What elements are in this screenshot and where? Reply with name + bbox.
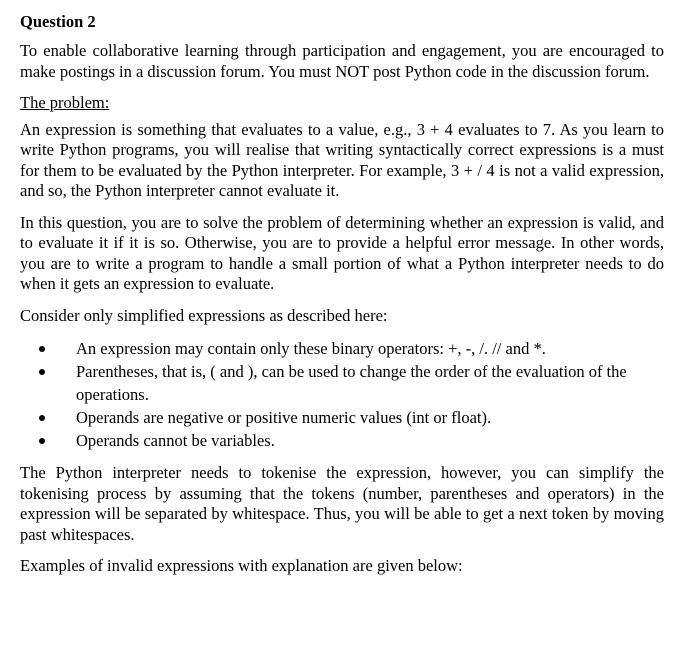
list-item-text: Parentheses, that is, ( and ), can be used to change the order of the evaluation of the operations. (76, 362, 627, 404)
list-item-text: Operands cannot be variables. (76, 431, 275, 450)
consider-paragraph: Consider only simplified expressions as described here: (20, 305, 388, 325)
bullet-icon (39, 415, 45, 421)
bullet-icon (39, 438, 45, 444)
question-heading: Question 2 (20, 12, 96, 31)
tokenise-paragraph: The Python interpreter needs to tokenise the expression, however, you can simplify the tokenising process by assuming that the tokens (number, parentheses and operators) in the expression will be separated by whitespace. Thus, you will be able to get a next token by moving past whitespaces. (20, 463, 664, 544)
intro-paragraph: To enable collaborative learning through participation and engagement, you are encouraged to make postings in a discussion forum. You must NOT post Python code in the discussion forum. (20, 41, 664, 81)
bullet-icon (39, 346, 45, 352)
list-item-text: An expression may contain only these binary operators: +, -, /. // and *. (76, 339, 546, 358)
list-item (20, 429, 664, 452)
expression-paragraph: An expression is something that evaluates to a value, e.g., 3 + 4 evaluates to 7. As you learn to write Python programs, you will realise that writing syntactically correct expressions is a must for them to be evaluated by the Python interpreter. For example, 3 + / 4 is not a valid expression, and so, the Python interpreter cannot evaluate it. (20, 119, 664, 200)
bullet-icon (39, 369, 45, 375)
rules-list (20, 337, 664, 452)
problem-heading: The problem: (20, 93, 110, 112)
list-item (20, 337, 664, 360)
task-paragraph: In this question, you are to solve the problem of determining whether an expression is valid, and to evaluate it if it is so. Otherwise, you are to provide a helpful error message. In other words, you are to write a program to handle a small portion of what a Python interpreter needs to do when it gets an expression to evaluate. (20, 212, 664, 293)
list-item (20, 406, 664, 429)
examples-paragraph: Examples of invalid expressions with explanation are given below: (20, 556, 463, 575)
list-item (20, 360, 664, 406)
list-item-text: Operands are negative or positive numeric values (int or float). (76, 408, 492, 427)
